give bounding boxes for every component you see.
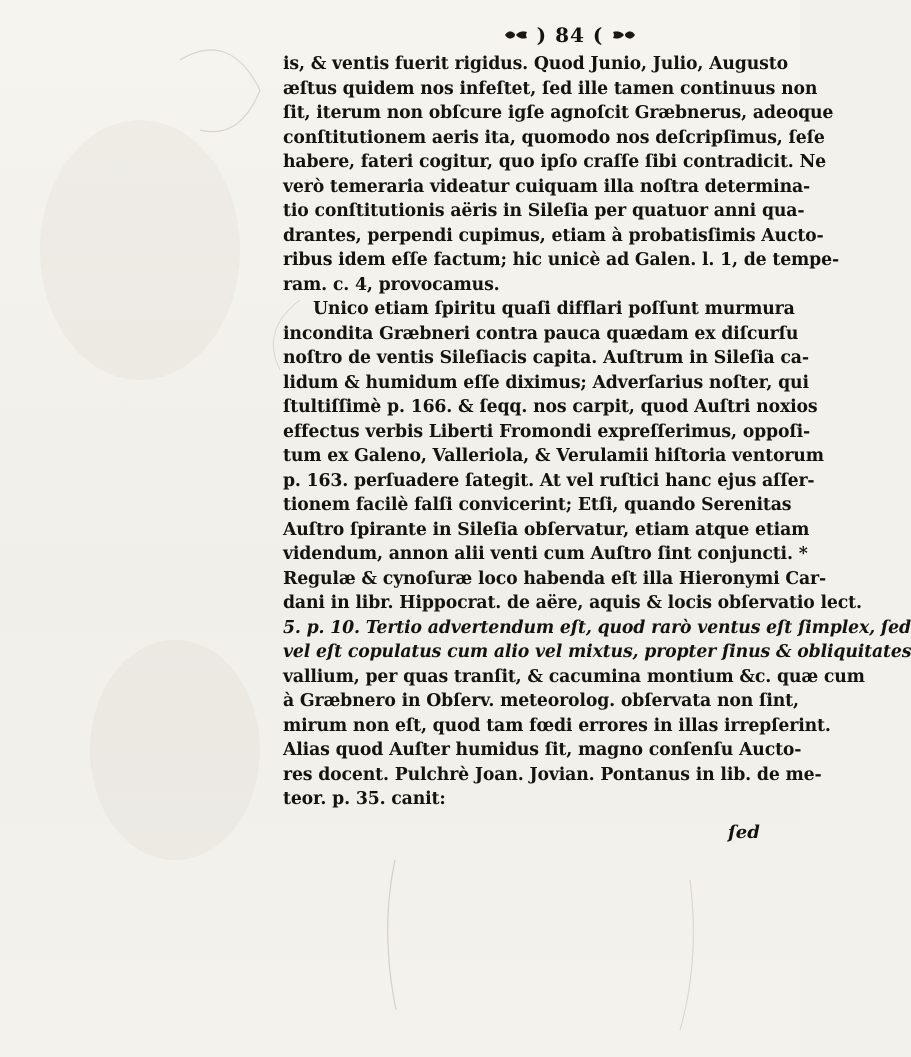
text-line: drantes, perpendi cupimus, etiam à probatisſimis Aucto- <box>283 225 824 246</box>
text-line: vallium, per quas tranſit, & cacumina montium &c. quæ cum <box>283 666 865 687</box>
text-line: p. 163. perſuadere ſategit. At vel ruſtici hanc ejus aſſer- <box>283 470 815 491</box>
text-line: conſtitutionem aeris ita, quomodo nos deſcripſimus, ſeſe <box>283 127 825 148</box>
text-line: effectus verbis Liberti Fromondi expreſſerimus, oppoſi- <box>283 421 811 442</box>
text-line: videndum, annon alii venti cum Auſtro ſint conjuncti. * <box>283 544 808 564</box>
text-line: lidum & humidum eſſe diximus; Adverſarius noſter, qui <box>283 372 809 393</box>
text-line: ſit, iterum non obſcure igſe agnoſcit Græbnerus, adeoque <box>283 103 834 123</box>
paper-stain <box>40 120 240 380</box>
text-line: æſtus quidem nos infeſtet, ſed ille tamen continuus non <box>283 78 818 99</box>
text-line: teor. p. 35. canit: <box>283 789 446 809</box>
text-line: is, & ventis fuerit rigidus. Quod Junio, Julio, Augusto <box>283 54 788 74</box>
text-line: ſtultiſſimè p. 166. & ſeqq. nos carpit, quod Auſtri noxios <box>283 397 818 417</box>
ornament-icon <box>503 28 529 42</box>
body-text <box>283 52 911 812</box>
catchword: ſed <box>728 822 760 843</box>
text-line: vel eſt copulatus cum alio vel mixtus, propter ſinus & obliquitates <box>283 642 911 662</box>
ornament-icon <box>611 28 637 42</box>
text-line: 5. p. 10. Tertio advertendum eſt, quod rarò ventus eſt ſimplex, ſed <box>283 617 911 638</box>
paper-stain <box>90 640 260 860</box>
text-line: Unico etiam ſpiritu quaſi difflari poſſunt murmura <box>313 299 795 319</box>
text-line: ribus idem eſſe factum; hic unicè ad Galen. l. 1, de tempe- <box>283 250 839 270</box>
text-line: ram. c. 4, provocamus. <box>283 274 500 295</box>
text-line: habere, fateri cogitur, quo ipſo craſſe ſibi contradicit. Ne <box>283 152 827 172</box>
text-line: mirum non eſt, quod tam fœdi errores in illas irrepſerint. <box>283 715 831 736</box>
text-line: Auſtro ſpirante in Sileſia obſervatur, etiam atque etiam <box>283 519 810 540</box>
page-header <box>400 18 740 52</box>
text-line: incondita Græbneri contra pauca quædam ex diſcurſu <box>283 323 799 344</box>
text-line: tum ex Galeno, Valleriola, & Verulamii hiſtoria ventorum <box>283 446 824 466</box>
text-line: à Græbnero in Obſerv. meteorolog. obſervata non ſint, <box>283 691 799 711</box>
text-line: dani in libr. Hippocrat. de aëre, aquis & locis obſervatio lect. <box>283 593 862 613</box>
text-line: noſtro de ventis Sileſiacis capita. Auſtrum in Sileſia ca- <box>283 348 809 368</box>
page-number: ) 84 ( <box>536 23 604 47</box>
text-line: tio conſtitutionis aëris in Sileſia per quatuor anni qua- <box>283 201 805 221</box>
text-line: Alias quod Auſter humidus ſit, magno conſenſu Aucto- <box>283 740 802 760</box>
text-line: res docent. Pulchrè Joan. Jovian. Pontanus in lib. de me- <box>283 764 822 785</box>
text-line: tionem facilè falſi convicerint; Etſi, quando Serenitas <box>283 495 792 515</box>
text-line: Regulæ & cynoſuræ loco habenda eſt illa Hieronymi Car- <box>283 568 826 589</box>
text-line: verò temeraria videatur cuiquam illa noſtra determina- <box>283 176 811 197</box>
